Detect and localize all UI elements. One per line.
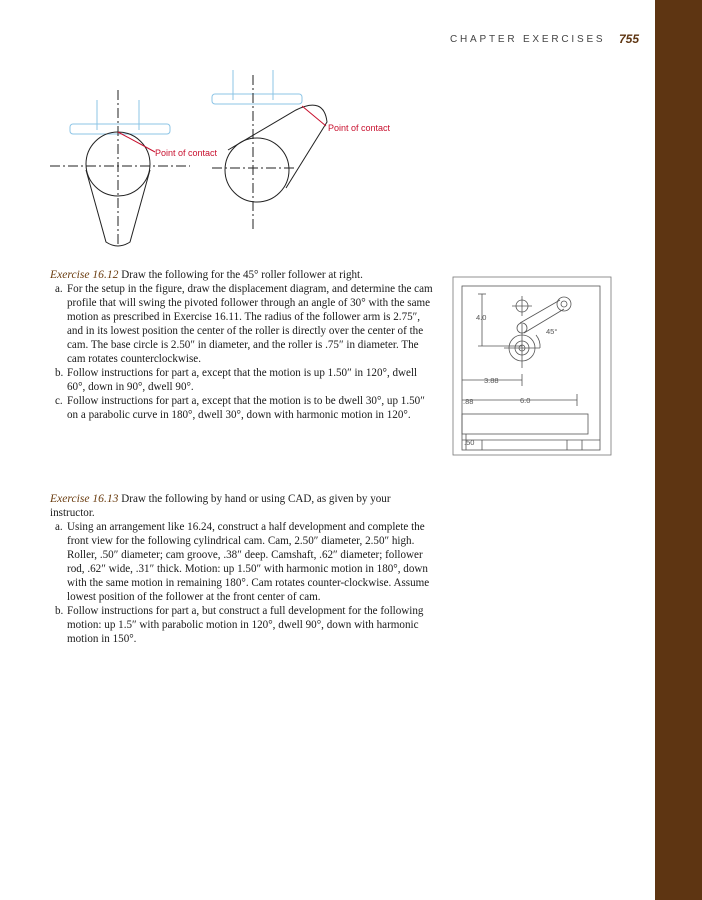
item-text: Follow instructions for part a, except that the motion is to be dwell 30°, up 1.50″ on a parabolic curve in 180°, dwell 30°, down with harmonic motion in 120°. xyxy=(67,395,425,421)
left-cam xyxy=(50,90,190,246)
exercise-16-12 xyxy=(50,268,436,422)
dim-angle: 45° xyxy=(546,327,558,336)
dim-horizontal-lower: 6.0 xyxy=(520,396,531,405)
item-letter: a. xyxy=(55,283,63,295)
list-item xyxy=(50,282,436,366)
chapter-side-tab xyxy=(655,0,702,900)
dim-horizontal-upper: 3.88 xyxy=(484,376,499,385)
list-item xyxy=(50,366,436,394)
left-contact-label: Point of contact xyxy=(155,148,218,158)
item-letter: c. xyxy=(55,395,63,407)
follower-figure xyxy=(40,60,430,260)
list-item xyxy=(50,604,436,646)
right-contact-label: Point of contact xyxy=(328,123,391,133)
dim-left: .88 xyxy=(463,397,474,406)
dim-bottom: .50 xyxy=(464,438,475,447)
exercise-intro: Draw the following for the 45° roller follower at right. xyxy=(121,269,363,281)
exercise-16-13 xyxy=(50,492,436,646)
item-text: Using an arrangement like 16.24, construct a half development and complete the front view for the following cylindrical cam. Cam, 2.50″ diameter, 2.50″ high. Roller, .50″ diameter; cam groove, .38″ deep. Camshaft, .62″ diameter; follower rod, .62″ wide, .31″ thick. Motion: up 1.50″ with harmonic motion in 180°, down with the same motion in remaining 180°. Cam rotates counter-clockwise. Assume lowest position of the follower at the front center of cam. xyxy=(67,521,430,603)
chapter-label: CHAPTER EXERCISES xyxy=(450,34,606,45)
list-item xyxy=(50,520,436,604)
running-header xyxy=(430,32,640,48)
right-cam xyxy=(212,70,327,230)
cam-layout-figure xyxy=(452,276,612,456)
item-text: For the setup in the figure, draw the displacement diagram, and determine the cam profile that will swing the pivoted follower through an angle of 30° with the same motion as prescribed in Exercise 16.11. The radius of the follower arm is 2.75″, and in its lowest position the center of the roller is directly over the center of the cam. The base circle is 2.50″ in diameter, and the roller is .75″ in diameter. The cam rotates counterclockwise. xyxy=(67,283,433,365)
exercise-title: Exercise 16.12 xyxy=(50,268,119,281)
item-text: Follow instructions for part a, except that the motion is up 1.50″ in 120°, dwell 60°, down in 90°, dwell 90°. xyxy=(67,367,418,393)
item-text: Follow instructions for part a, but construct a full development for the following motion: up 1.5″ with parabolic motion in 120°, dwell 90°, down with harmonic motion in 150°. xyxy=(67,605,424,645)
dim-vertical: 4.0 xyxy=(476,313,487,322)
page-number: 755 xyxy=(619,32,640,46)
item-letter: b. xyxy=(55,367,64,379)
exercise-intro: Draw the following by hand or using CAD, as given by your instructor. xyxy=(50,493,391,519)
item-letter: b. xyxy=(55,605,64,617)
exercise-title: Exercise 16.13 xyxy=(50,492,119,505)
list-item xyxy=(50,394,436,422)
item-letter: a. xyxy=(55,521,63,533)
left-callout-leader xyxy=(118,132,155,152)
